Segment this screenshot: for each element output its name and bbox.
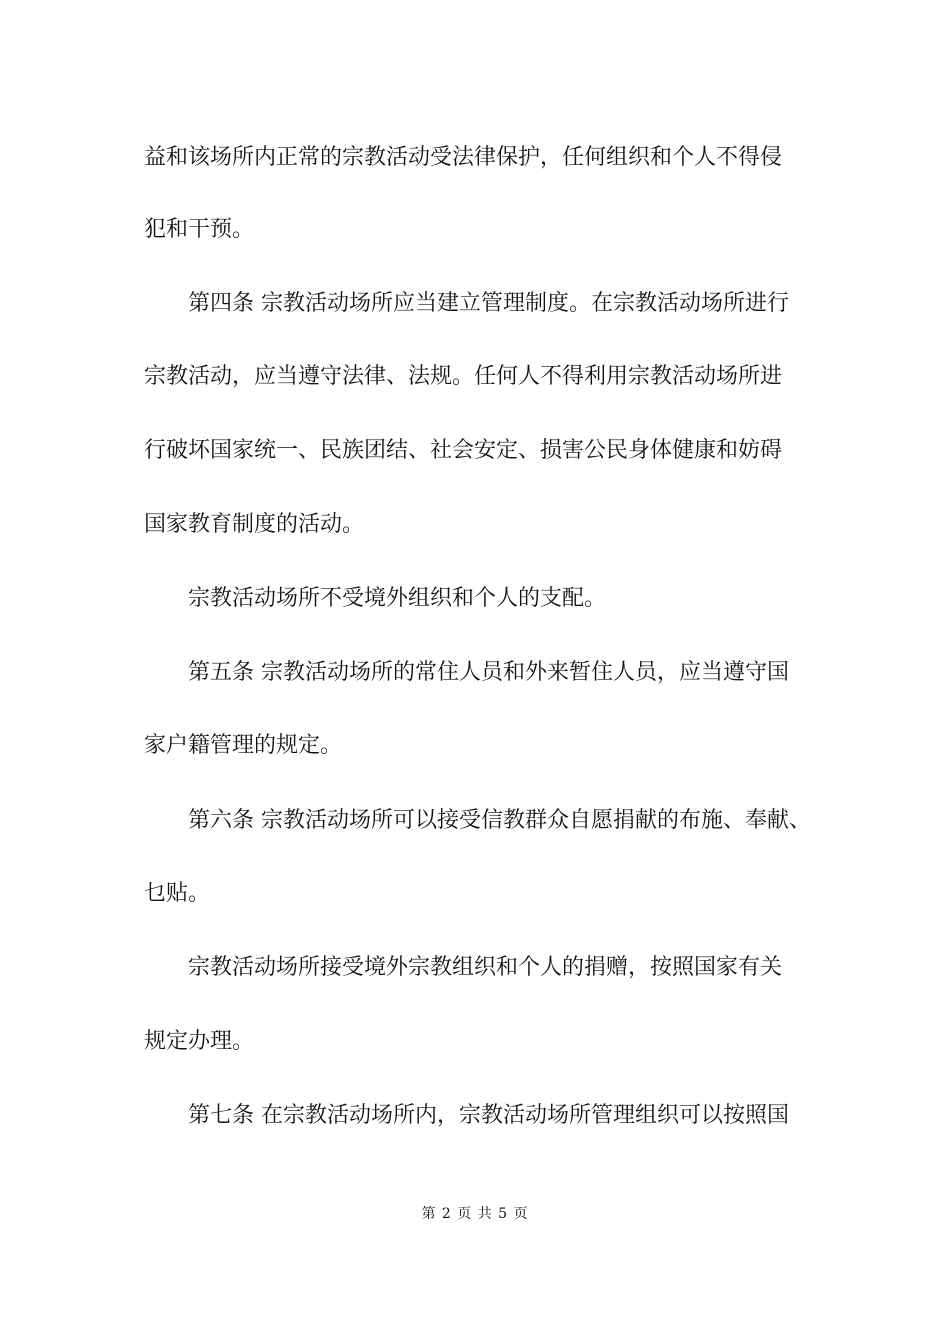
article-6-line: 第六条 宗教活动场所可以接受信教群众自愿捐献的布施、奉献、 [188, 808, 811, 833]
body-text-line: 益和该场所内正常的宗教活动受法律保护，任何组织和个人不得侵 [144, 145, 783, 170]
article-7-line: 第七条 在宗教活动场所内，宗教活动场所管理组织可以按照国 [188, 1103, 789, 1128]
paragraph-line: 宗教活动场所不受境外组织和个人的支配。 [188, 586, 607, 611]
body-text-line: 国家教育制度的活动。 [144, 512, 365, 537]
body-text-line: 规定办理。 [144, 1029, 255, 1054]
body-text-line: 家户籍管理的规定。 [144, 733, 343, 758]
article-4-line: 第四条 宗教活动场所应当建立管理制度。在宗教活动场所进行 [188, 291, 789, 316]
body-text-line: 宗教活动，应当遵守法律、法规。任何人不得利用宗教活动场所进 [144, 364, 783, 389]
article-5-line: 第五条 宗教活动场所的常住人员和外来暂住人员，应当遵守国 [188, 660, 789, 685]
page-number-footer: 第 2 页 共 5 页 [421, 1206, 529, 1222]
paragraph-line: 宗教活动场所接受境外宗教组织和个人的捐赠，按照国家有关 [188, 955, 783, 980]
body-text-line: 犯和干预。 [144, 217, 255, 242]
body-text-line: 行破坏国家统一、民族团结、社会安定、损害公民身体健康和妨碍 [144, 438, 783, 463]
body-text-line: 乜贴。 [144, 881, 211, 906]
